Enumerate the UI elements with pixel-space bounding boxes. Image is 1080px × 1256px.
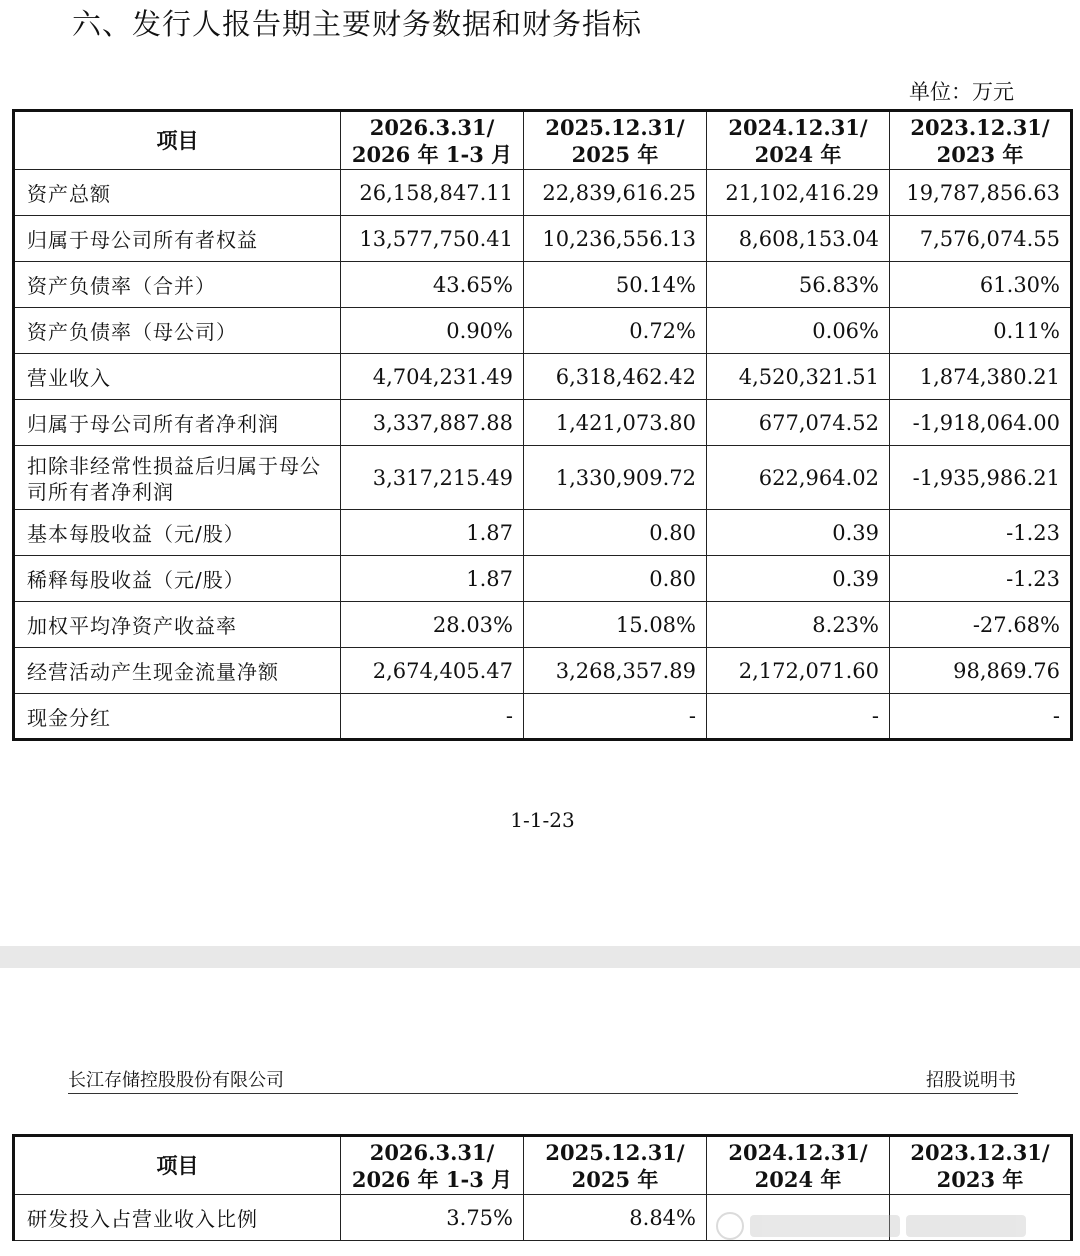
row-label: 资产负债率（合并）: [14, 262, 341, 308]
row-label: 资产负债率（母公司）: [14, 308, 341, 354]
column-header-line: 2025.12.31/: [545, 114, 685, 140]
row-label: 现金分红: [14, 694, 341, 740]
row-label: 加权平均净资产收益率: [14, 602, 341, 648]
cell-value: 3,317,215.49: [341, 446, 524, 510]
cell-value: -: [707, 694, 890, 740]
cell-value: 22,839,616.25: [524, 170, 707, 216]
cell-value: 98,869.76: [890, 648, 1072, 694]
cell-value: 0.72%: [524, 308, 707, 354]
cell-value: -1,935,986.21: [890, 446, 1072, 510]
unit-label: 单位：万元: [909, 80, 1014, 104]
page-separator: [0, 946, 1080, 968]
column-header-period: [890, 111, 1072, 170]
cell-value: 13,577,750.41: [341, 216, 524, 262]
cell-value: 0.06%: [707, 308, 890, 354]
watermark: [716, 1206, 1072, 1246]
table-row: [14, 446, 1072, 510]
cell-value: 0.80: [524, 510, 707, 556]
cell-value: 1.87: [341, 510, 524, 556]
table-row: [14, 556, 1072, 602]
table-header-row: [14, 111, 1072, 170]
cell-value: 3,268,357.89: [524, 648, 707, 694]
cell-value: 0.39: [707, 510, 890, 556]
cell-value: -1.23: [890, 510, 1072, 556]
column-header-line: 2024.12.31/: [728, 114, 868, 140]
column-header-line: 2026.3.31/: [369, 114, 495, 140]
column-header-line: 2023 年: [936, 141, 1024, 167]
cell-value: -1.23: [890, 556, 1072, 602]
cell-value: 10,236,556.13: [524, 216, 707, 262]
column-header-period: [707, 1136, 890, 1195]
row-label: 营业收入: [14, 354, 341, 400]
cell-value: 8,608,153.04: [707, 216, 890, 262]
table-row: [14, 262, 1072, 308]
column-header-period: [707, 111, 890, 170]
cell-value: 43.65%: [341, 262, 524, 308]
column-header-line: 2024 年: [754, 1166, 842, 1192]
cell-value: 4,704,231.49: [341, 354, 524, 400]
cell-value: 61.30%: [890, 262, 1072, 308]
table-row: [14, 510, 1072, 556]
row-label: 资产总额: [14, 170, 341, 216]
cell-value: 7,576,074.55: [890, 216, 1072, 262]
cell-value: 6,318,462.42: [524, 354, 707, 400]
column-header-item: 项目: [14, 111, 341, 170]
row-label: 归属于母公司所有者权益: [14, 216, 341, 262]
cell-value: 8.23%: [707, 602, 890, 648]
cell-value: 0.39: [707, 556, 890, 602]
row-label: 基本每股收益（元/股）: [14, 510, 341, 556]
table-row: [14, 216, 1072, 262]
page-number: 1-1-23: [510, 808, 575, 832]
cell-value: 21,102,416.29: [707, 170, 890, 216]
cell-value: 19,787,856.63: [890, 170, 1072, 216]
column-header-line: 2023.12.31/: [910, 1139, 1050, 1165]
table-row: [14, 354, 1072, 400]
cell-value: 26,158,847.11: [341, 170, 524, 216]
column-header-line: 2025 年: [571, 141, 659, 167]
column-header-line: 2024.12.31/: [728, 1139, 868, 1165]
column-header-line: 2026 年 1-3 月: [351, 141, 513, 167]
column-header-line: 2023.12.31/: [910, 114, 1050, 140]
cell-value: 3.75%: [341, 1195, 524, 1241]
cell-value: 15.08%: [524, 602, 707, 648]
column-header-period: [524, 1136, 707, 1195]
cell-value: 622,964.02: [707, 446, 890, 510]
watermark-logo-icon: [716, 1212, 744, 1240]
row-label: 研发投入占营业收入比例: [14, 1195, 341, 1241]
cell-value: 4,520,321.51: [707, 354, 890, 400]
column-header-period: [890, 1136, 1072, 1195]
column-header-period: [341, 1136, 524, 1195]
cell-value: 0.80: [524, 556, 707, 602]
cell-value: -27.68%: [890, 602, 1072, 648]
cell-value: 2,172,071.60: [707, 648, 890, 694]
row-label: 扣除非经常性损益后归属于母公司所有者净利润: [14, 446, 341, 510]
cell-value: 1,874,380.21: [890, 354, 1072, 400]
column-header-line: 2024 年: [754, 141, 842, 167]
cell-value: 50.14%: [524, 262, 707, 308]
table-row: [14, 400, 1072, 446]
cell-value: 3,337,887.88: [341, 400, 524, 446]
cell-value: 0.90%: [341, 308, 524, 354]
table-row: [14, 694, 1072, 740]
cell-value: -: [524, 694, 707, 740]
column-header-line: 2025 年: [571, 1166, 659, 1192]
running-header: [68, 1064, 1018, 1094]
table-row: [14, 308, 1072, 354]
cell-value: 1,330,909.72: [524, 446, 707, 510]
cell-value: 8.84%: [524, 1195, 707, 1241]
cell-value: 28.03%: [341, 602, 524, 648]
table-row: [14, 170, 1072, 216]
table-header-row: [14, 1136, 1072, 1195]
row-label: 稀释每股收益（元/股）: [14, 556, 341, 602]
column-header-line: 2026 年 1-3 月: [351, 1166, 513, 1192]
document-type: 招股说明书: [926, 1070, 1016, 1091]
watermark-bar: [750, 1215, 900, 1237]
cell-value: 677,074.52: [707, 400, 890, 446]
cell-value: 56.83%: [707, 262, 890, 308]
financial-data-table: [12, 109, 1073, 741]
column-header-line: 2025.12.31/: [545, 1139, 685, 1165]
column-header-line: 2026.3.31/: [369, 1139, 495, 1165]
cell-value: 0.11%: [890, 308, 1072, 354]
column-header-period: [524, 111, 707, 170]
row-label: 经营活动产生现金流量净额: [14, 648, 341, 694]
cell-value: 1.87: [341, 556, 524, 602]
table-row: [14, 648, 1072, 694]
cell-value: -1,918,064.00: [890, 400, 1072, 446]
column-header-period: [341, 111, 524, 170]
cell-value: -: [890, 694, 1072, 740]
row-label: 归属于母公司所有者净利润: [14, 400, 341, 446]
table-row: [14, 602, 1072, 648]
watermark-bar: [906, 1215, 1026, 1237]
cell-value: -: [341, 694, 524, 740]
company-name: 长江存储控股股份有限公司: [68, 1070, 284, 1091]
column-header-item: 项目: [14, 1136, 341, 1195]
column-header-line: 2023 年: [936, 1166, 1024, 1192]
cell-value: 1,421,073.80: [524, 400, 707, 446]
cell-value: 2,674,405.47: [341, 648, 524, 694]
section-title: 六、发行人报告期主要财务数据和财务指标: [72, 7, 643, 41]
